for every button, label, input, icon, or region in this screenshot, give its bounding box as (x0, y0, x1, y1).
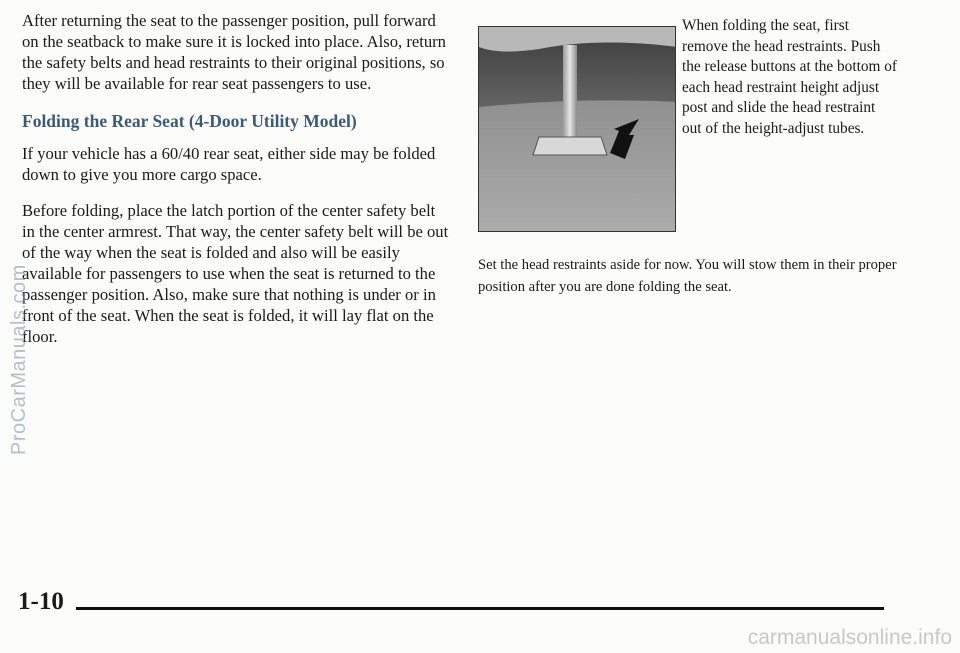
note-paragraph: Set the head restraints aside for now. You will stow them in their proper position after you are done folding the seat. (478, 257, 897, 295)
height-adjust-post (563, 45, 577, 145)
page-number: 1-10 (18, 588, 64, 615)
paragraph-cargo-space: If your vehicle has a 60/40 rear seat, either side may be folded down to give you more cargo space. (22, 144, 436, 184)
left-column (22, 10, 452, 362)
site-credit: carmanualsonline.info (747, 626, 952, 649)
intro-paragraph: After returning the seat to the passenger position, pull forward on the seatback to make sure it is locked into place. Also, return the safety belts and head restraints to their original positions, so they will be available for rear seat passengers to use. (22, 11, 446, 93)
seat-top-shape (479, 100, 676, 232)
head-restraint-photo (478, 26, 676, 232)
paragraph-before-folding: Before folding, place the latch portion of the center safety belt in the center armrest. That way, the center safety belt will be out of the way when the seat is folded and also will be easily available for passengers to use when the seat is returned to the passenger position. Also, make sure that nothing is under or in front of the seat. When the seat is folded, it will lay flat on the floor. (22, 201, 449, 346)
release-button-housing (533, 137, 607, 155)
photo-caption: When folding the seat, first remove the head restraints. Push the release buttons at the bottom of each head restraint height adjust post and slide the head restraint out of the height-adjust tubes. (682, 17, 897, 137)
watermark-text: ProCarManuals.com (8, 264, 30, 455)
footer-rule (76, 607, 884, 610)
section-heading: Folding the Rear Seat (4-Door Utility Model) (22, 111, 357, 131)
side-watermark (6, 235, 36, 455)
